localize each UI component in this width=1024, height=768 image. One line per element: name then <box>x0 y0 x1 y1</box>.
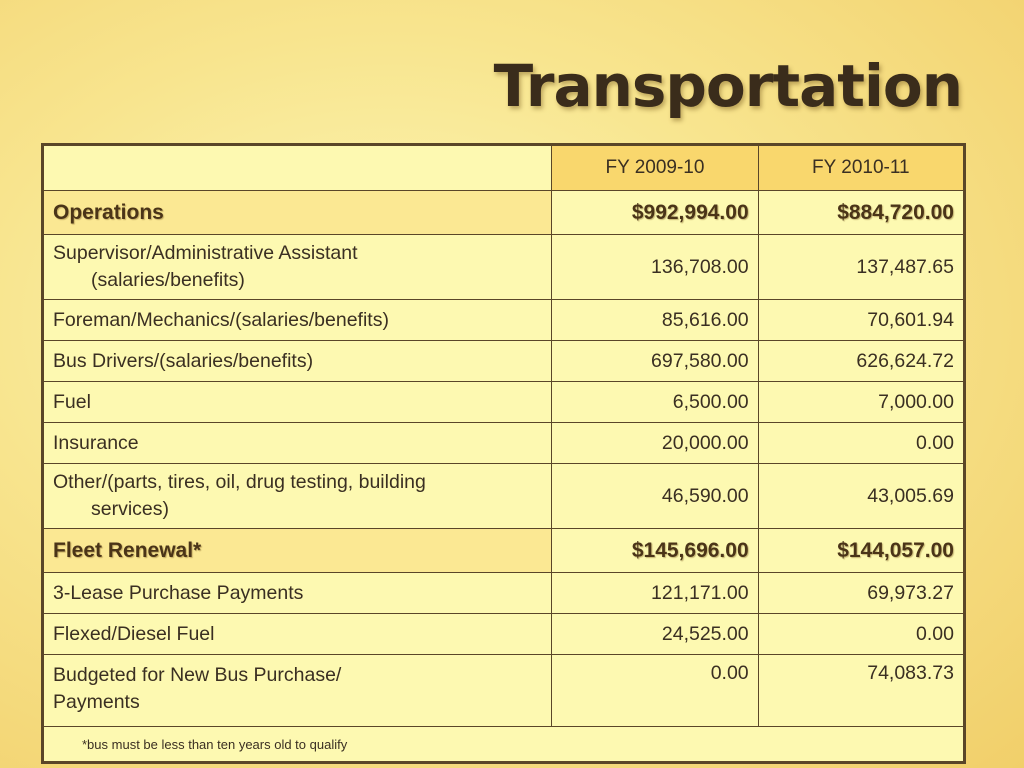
value-2009-10: 46,590.00 <box>552 464 758 529</box>
table-row <box>43 464 965 529</box>
footnote-row <box>43 727 965 763</box>
value-2009-10: 24,525.00 <box>552 614 758 655</box>
value-2010-11: 43,005.69 <box>758 464 964 529</box>
value-2009-10: 136,708.00 <box>552 235 758 300</box>
row-label-line2: services) <box>91 498 170 520</box>
value-2009-10: 6,500.00 <box>552 382 758 423</box>
table-row <box>43 341 965 382</box>
value-2009-10: 0.00 <box>552 655 758 727</box>
value-2010-11: 7,000.00 <box>758 382 964 423</box>
value-2009-10: 85,616.00 <box>552 300 758 341</box>
value-2010-11: 0.00 <box>758 423 964 464</box>
section-row-operations <box>43 191 965 235</box>
table-header-row <box>43 145 965 191</box>
value-2010-11: 0.00 <box>758 614 964 655</box>
row-label: Flexed/Diesel Fuel <box>43 614 552 655</box>
row-label: 3-Lease Purchase Payments <box>43 573 552 614</box>
section-total-2009-10: $992,994.00 <box>552 191 758 235</box>
row-label: Insurance <box>43 423 552 464</box>
header-fy-2010-11: FY 2010-11 <box>758 145 964 191</box>
value-2010-11: 69,973.27 <box>758 573 964 614</box>
table-row <box>43 382 965 423</box>
section-total-2010-11: $144,057.00 <box>758 529 964 573</box>
section-total-2010-11: $884,720.00 <box>758 191 964 235</box>
section-label: Operations <box>43 191 552 235</box>
table-row <box>43 655 965 727</box>
value-2010-11: 626,624.72 <box>758 341 964 382</box>
row-label: Foreman/Mechanics/(salaries/benefits) <box>43 300 552 341</box>
budget-table <box>41 143 966 764</box>
value-2010-11: 137,487.65 <box>758 235 964 300</box>
table-row <box>43 423 965 464</box>
section-row-fleet-renewal <box>43 529 965 573</box>
row-label-line1: Budgeted for New Bus Purchase/ <box>53 664 342 686</box>
footnote-text: *bus must be less than ten years old to qualify <box>43 727 965 763</box>
table-row <box>43 300 965 341</box>
section-label: Fleet Renewal* <box>43 529 552 573</box>
section-total-2009-10: $145,696.00 <box>552 529 758 573</box>
row-label-line2: Payments <box>53 691 140 713</box>
value-2009-10: 121,171.00 <box>552 573 758 614</box>
slide-title: Transportation <box>493 52 962 120</box>
row-label-line1: Other/(parts, tires, oil, drug testing, building <box>53 471 426 493</box>
value-2009-10: 20,000.00 <box>552 423 758 464</box>
table-row <box>43 614 965 655</box>
header-blank-cell <box>43 145 552 191</box>
table-row <box>43 573 965 614</box>
row-label <box>43 235 552 300</box>
table-row <box>43 235 965 300</box>
row-label-line2: (salaries/benefits) <box>91 269 245 291</box>
value-2010-11: 70,601.94 <box>758 300 964 341</box>
value-2009-10: 697,580.00 <box>552 341 758 382</box>
row-label-line1: Supervisor/Administrative Assistant <box>53 242 358 264</box>
row-label <box>43 655 552 727</box>
value-2010-11: 74,083.73 <box>758 655 964 727</box>
row-label <box>43 464 552 529</box>
row-label: Bus Drivers/(salaries/benefits) <box>43 341 552 382</box>
header-fy-2009-10: FY 2009-10 <box>552 145 758 191</box>
row-label: Fuel <box>43 382 552 423</box>
